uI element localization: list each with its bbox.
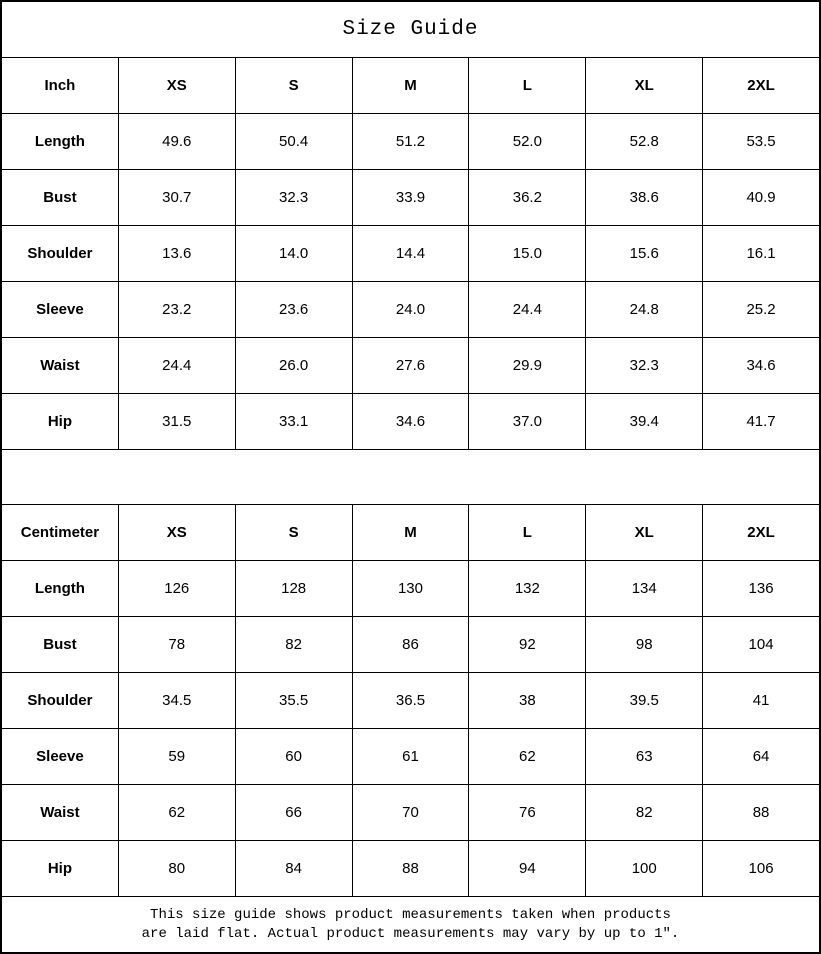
cm-sleeve-m: 61: [353, 729, 469, 784]
inch-header-l: L: [469, 58, 585, 113]
inch-length-m: 51.2: [353, 114, 469, 169]
cm-header-xs: XS: [119, 505, 235, 560]
cm-bust-2xl: 104: [703, 617, 819, 672]
inch-sleeve-l: 24.4: [469, 282, 585, 337]
cm-length-xs: 126: [119, 561, 235, 616]
inch-shoulder-s: 14.0: [236, 226, 352, 281]
inch-sleeve-label: Sleeve: [2, 282, 118, 337]
inch-header-s: S: [236, 58, 352, 113]
cm-bust-s: 82: [236, 617, 352, 672]
cm-hip-s: 84: [236, 841, 352, 896]
cm-bust-label: Bust: [2, 617, 118, 672]
cm-length-label: Length: [2, 561, 118, 616]
inch-sleeve-m: 24.0: [353, 282, 469, 337]
cm-sleeve-l: 62: [469, 729, 585, 784]
cm-header-xl: XL: [586, 505, 702, 560]
inch-hip-l: 37.0: [469, 394, 585, 449]
inch-length-xs: 49.6: [119, 114, 235, 169]
inch-bust-m: 33.9: [353, 170, 469, 225]
inch-hip-xl: 39.4: [586, 394, 702, 449]
cm-bust-xl: 98: [586, 617, 702, 672]
cm-hip-label: Hip: [2, 841, 118, 896]
cm-sleeve-label: Sleeve: [2, 729, 118, 784]
inch-header-unit: Inch: [2, 58, 118, 113]
cm-sleeve-2xl: 64: [703, 729, 819, 784]
inch-hip-xs: 31.5: [119, 394, 235, 449]
cm-length-2xl: 136: [703, 561, 819, 616]
page-title: Size Guide: [2, 2, 819, 57]
inch-waist-m: 27.6: [353, 338, 469, 393]
inch-bust-xs: 30.7: [119, 170, 235, 225]
inch-hip-s: 33.1: [236, 394, 352, 449]
cm-shoulder-m: 36.5: [353, 673, 469, 728]
inch-shoulder-xs: 13.6: [119, 226, 235, 281]
footer-note-line-1: This size guide shows product measurements taken when products: [150, 906, 671, 923]
inch-header-xs: XS: [119, 58, 235, 113]
inch-waist-xs: 24.4: [119, 338, 235, 393]
cm-shoulder-s: 35.5: [236, 673, 352, 728]
inch-sleeve-2xl: 25.2: [703, 282, 819, 337]
cm-header-2xl: 2XL: [703, 505, 819, 560]
cm-length-m: 130: [353, 561, 469, 616]
table-spacer: [2, 450, 819, 505]
cm-header-l: L: [469, 505, 585, 560]
inch-hip-m: 34.6: [353, 394, 469, 449]
cm-header-m: M: [353, 505, 469, 560]
inch-bust-l: 36.2: [469, 170, 585, 225]
inch-sleeve-xl: 24.8: [586, 282, 702, 337]
inch-bust-2xl: 40.9: [703, 170, 819, 225]
inch-header-m: M: [353, 58, 469, 113]
cm-sleeve-xl: 63: [586, 729, 702, 784]
inch-bust-label: Bust: [2, 170, 118, 225]
cm-bust-l: 92: [469, 617, 585, 672]
cm-shoulder-xl: 39.5: [586, 673, 702, 728]
cm-length-xl: 134: [586, 561, 702, 616]
footer-note-line-2: are laid flat. Actual product measurements may vary by up to 1″.: [141, 925, 680, 942]
cm-waist-label: Waist: [2, 785, 118, 840]
cm-shoulder-xs: 34.5: [119, 673, 235, 728]
cm-waist-xl: 82: [586, 785, 702, 840]
inch-length-label: Length: [2, 114, 118, 169]
cm-length-l: 132: [469, 561, 585, 616]
cm-sleeve-xs: 59: [119, 729, 235, 784]
inch-sleeve-s: 23.6: [236, 282, 352, 337]
inch-sleeve-xs: 23.2: [119, 282, 235, 337]
inch-waist-l: 29.9: [469, 338, 585, 393]
inch-header-2xl: 2XL: [703, 58, 819, 113]
cm-waist-s: 66: [236, 785, 352, 840]
inch-bust-xl: 38.6: [586, 170, 702, 225]
inch-shoulder-l: 15.0: [469, 226, 585, 281]
cm-shoulder-l: 38: [469, 673, 585, 728]
inch-shoulder-xl: 15.6: [586, 226, 702, 281]
inch-shoulder-m: 14.4: [353, 226, 469, 281]
cm-sleeve-s: 60: [236, 729, 352, 784]
inch-waist-label: Waist: [2, 338, 118, 393]
inch-waist-xl: 32.3: [586, 338, 702, 393]
inch-length-2xl: 53.5: [703, 114, 819, 169]
cm-waist-xs: 62: [119, 785, 235, 840]
cm-hip-m: 88: [353, 841, 469, 896]
cm-hip-xs: 80: [119, 841, 235, 896]
inch-shoulder-2xl: 16.1: [703, 226, 819, 281]
cm-bust-m: 86: [353, 617, 469, 672]
inch-hip-label: Hip: [2, 394, 118, 449]
inch-length-l: 52.0: [469, 114, 585, 169]
cm-length-s: 128: [236, 561, 352, 616]
cm-shoulder-2xl: 41: [703, 673, 819, 728]
cm-header-s: S: [236, 505, 352, 560]
inch-header-xl: XL: [586, 58, 702, 113]
cm-hip-xl: 100: [586, 841, 702, 896]
inch-hip-2xl: 41.7: [703, 394, 819, 449]
cm-shoulder-label: Shoulder: [2, 673, 118, 728]
cm-waist-l: 76: [469, 785, 585, 840]
inch-bust-s: 32.3: [236, 170, 352, 225]
inch-waist-s: 26.0: [236, 338, 352, 393]
cm-bust-xs: 78: [119, 617, 235, 672]
inch-length-s: 50.4: [236, 114, 352, 169]
inch-shoulder-label: Shoulder: [2, 226, 118, 281]
footer-note: [2, 897, 819, 952]
inch-waist-2xl: 34.6: [703, 338, 819, 393]
inch-length-xl: 52.8: [586, 114, 702, 169]
cm-hip-l: 94: [469, 841, 585, 896]
cm-waist-2xl: 88: [703, 785, 819, 840]
cm-hip-2xl: 106: [703, 841, 819, 896]
cm-header-unit: Centimeter: [2, 505, 118, 560]
cm-waist-m: 70: [353, 785, 469, 840]
